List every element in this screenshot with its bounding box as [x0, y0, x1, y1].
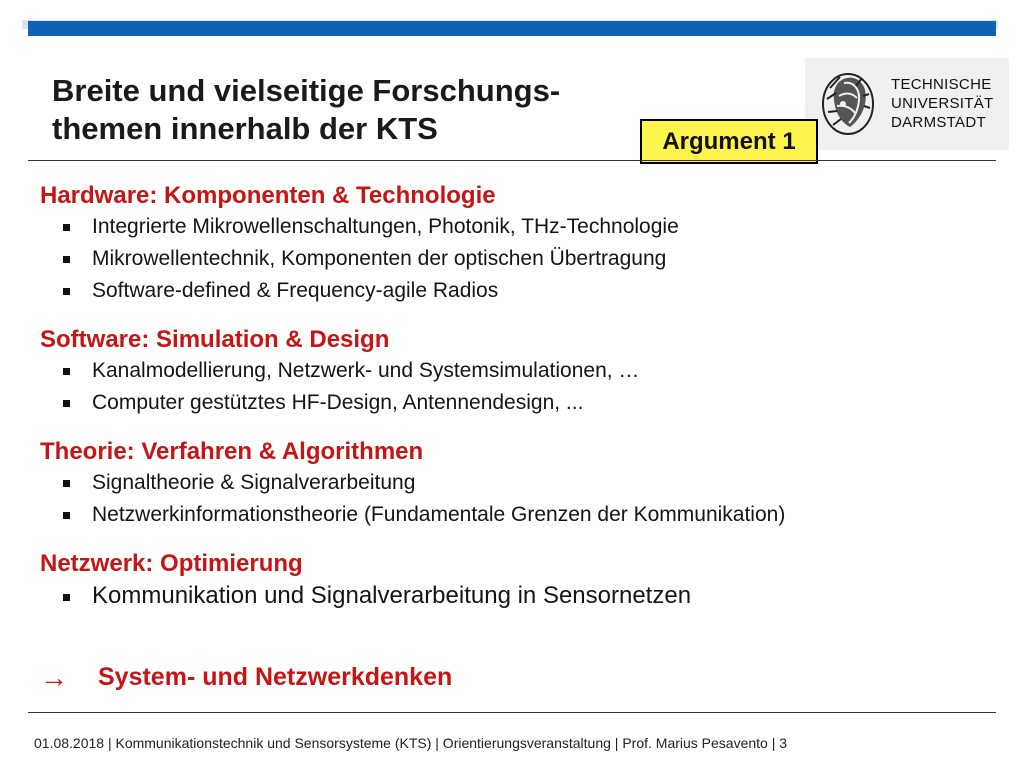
theory-item-1: Signaltheorie & Signalverarbeitung: [92, 467, 1000, 499]
software-item-1: Kanalmodellierung, Netzwerk- und Systemsimulationen, …: [92, 355, 1000, 387]
network-section: [40, 549, 1000, 613]
footer-divider: [28, 712, 996, 713]
content-list: [40, 181, 1000, 631]
software-heading: Software: Simulation & Design: [40, 326, 390, 353]
network-item-1: Kommunikation und Signalverarbeitung in Sensornetzen: [92, 579, 1000, 613]
arrow-right-icon: →: [40, 661, 68, 693]
conclusion-text: System- und Netzwerkdenken: [98, 663, 453, 691]
athena-head-seal-icon: [815, 65, 881, 143]
university-name-line-3: DARMSTADT: [891, 114, 986, 131]
software-section: [40, 325, 1000, 419]
hardware-item-1: Integrierte Mikrowellenschaltungen, Photonik, THz-Technologie: [92, 211, 1000, 243]
university-name-line-1: TECHNISCHE: [891, 76, 992, 93]
slide-title-line-1: Breite und vielseitige Forschungs-: [52, 73, 561, 108]
network-list: [40, 579, 1000, 613]
theory-item-2: Netzwerkinformationstheorie (Fundamentale Grenzen der Kommunikation): [92, 499, 1000, 531]
software-item-2: Computer gestütztes HF-Design, Antennendesign, ...: [92, 387, 1000, 419]
slide-title: [52, 72, 662, 148]
argument-badge: Argument 1: [640, 119, 818, 164]
hardware-list: [40, 211, 1000, 307]
theory-heading: Theorie: Verfahren & Algorithmen: [40, 438, 424, 465]
hardware-item-3: Software-defined & Frequency-agile Radios: [92, 275, 1000, 307]
conclusion: [40, 663, 452, 692]
theory-section: [40, 437, 1000, 531]
software-list: [40, 355, 1000, 419]
top-brand-strip: [28, 21, 996, 36]
network-heading: Netzwerk: Optimierung: [40, 550, 303, 577]
title-divider: [28, 160, 996, 161]
footer-text: 01.08.2018 | Kommunikationstechnik und Sensorsysteme (KTS) | Orientierungsveranstaltung | Prof. Marius Pesavento | 3: [34, 735, 788, 751]
hardware-heading: Hardware: Komponenten & Technologie: [40, 182, 496, 209]
theory-list: [40, 467, 1000, 531]
university-name: [891, 75, 1001, 132]
slide-title-line-2: themen innerhalb der KTS: [52, 111, 438, 146]
university-logo: [805, 58, 1009, 150]
university-name-line-2: UNIVERSITÄT: [891, 95, 994, 112]
hardware-item-2: Mikrowellentechnik, Komponenten der optischen Übertragung: [92, 243, 1000, 275]
hardware-section: [40, 181, 1000, 307]
